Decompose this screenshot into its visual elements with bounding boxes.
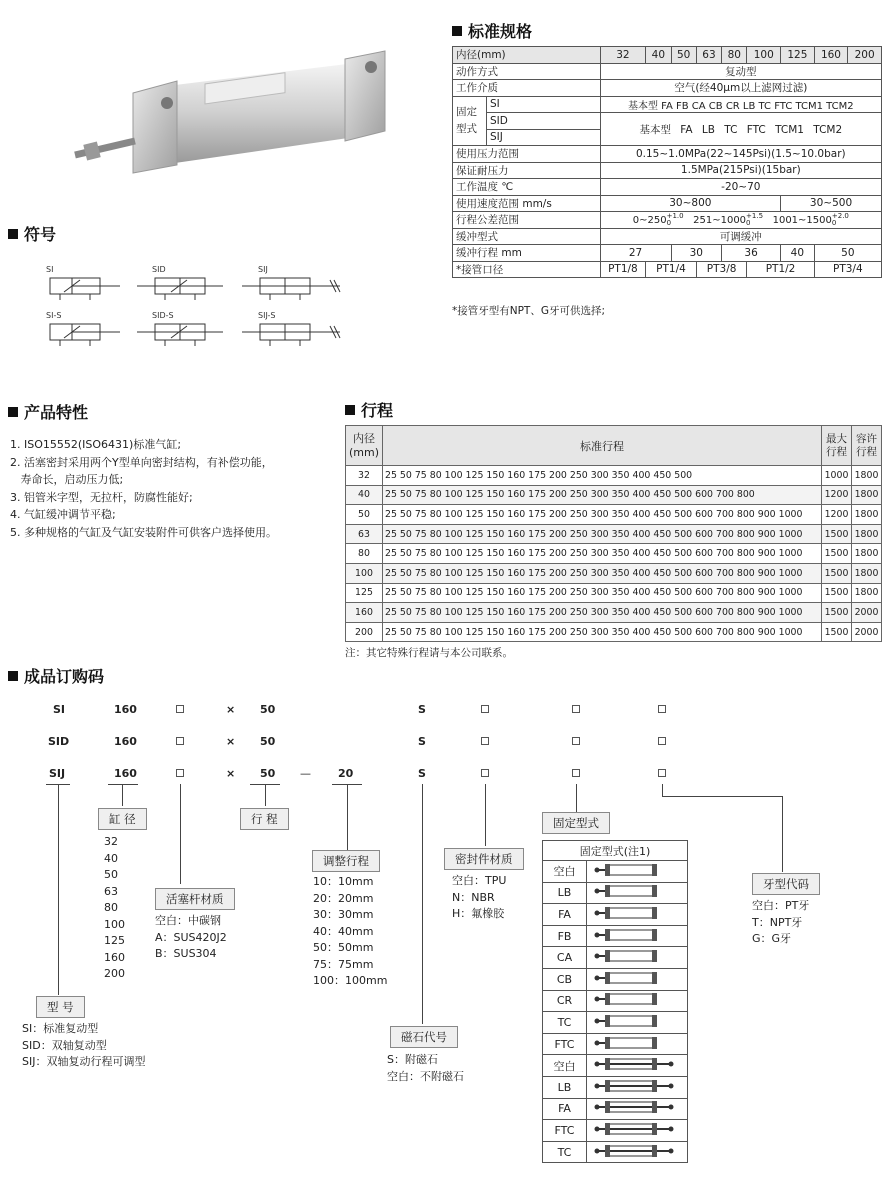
code-magnet: S — [418, 703, 426, 716]
mount-diagram-icon — [587, 968, 688, 990]
seal-options — [452, 873, 506, 923]
cylinder-mount-icon — [591, 948, 683, 964]
mount-row — [543, 1141, 688, 1163]
code-adj: 20 — [338, 767, 354, 780]
mount-row — [543, 947, 688, 969]
mount-row — [543, 1012, 688, 1034]
connector — [347, 784, 348, 850]
stroke-row — [346, 466, 882, 486]
mount-type: 空白 — [543, 861, 587, 883]
mount-diagram-icon — [587, 1098, 688, 1120]
stroke-cell-max: 1500 — [822, 524, 852, 544]
product-photo — [55, 45, 405, 180]
symbols-grid — [40, 262, 350, 352]
feature-item: 2. 活塞密封采用两个Y型单向密封结构，有补偿功能， — [10, 455, 273, 469]
stroke-cell-max: 1500 — [822, 603, 852, 623]
spec-label: 行程公差范围 — [453, 212, 601, 229]
spec-label: SI — [487, 96, 601, 113]
stroke-cell-max: 1500 — [822, 622, 852, 642]
bore-option: 100 — [104, 917, 125, 931]
stroke-cell-strokes: 25 50 75 80 100 125 150 160 175 200 250 300 350 400 450 500 600 700 800 900 1000 — [383, 544, 822, 564]
bore-cell: 125 — [781, 47, 815, 64]
stroke-header-bore: 内径(mm) — [346, 426, 383, 466]
tol-sup: +2.0 — [831, 211, 849, 220]
spec-value: 30 — [671, 245, 722, 262]
stroke-row — [346, 563, 882, 583]
cylinder-mount-icon — [591, 905, 683, 921]
code-magnet: S — [418, 767, 426, 780]
symbol-label: SID — [152, 265, 166, 274]
tol-sup: +1.5 — [746, 211, 764, 220]
connector — [576, 784, 577, 812]
thread-option: 空白：PT牙 — [752, 899, 810, 912]
tol-range: 0~250 — [632, 214, 667, 226]
mount-type: FB — [543, 925, 587, 947]
stroke-title: 行程 — [345, 398, 393, 421]
mount-type: TC — [543, 1012, 587, 1034]
rod-option: A：SUS420J2 — [155, 930, 227, 944]
connector — [122, 784, 123, 806]
tol-range: 251~1000 — [693, 214, 747, 226]
magnet-options — [387, 1052, 464, 1085]
code-model: SID — [48, 735, 70, 748]
order-line-sid — [0, 735, 888, 749]
bore-cell: 32 — [600, 47, 646, 64]
mount-type: FA — [543, 1098, 587, 1120]
connector — [485, 784, 486, 846]
adj-option: 10：10mm — [313, 875, 374, 888]
spec-value: 0.15~1.0MPa(22~145Psi)(1.5~10.0bar) — [600, 146, 881, 163]
mount-type: LB — [543, 882, 587, 904]
stroke-cell-strokes: 25 50 75 80 100 125 150 160 175 200 250 300 350 400 450 500 600 700 800 900 1000 — [383, 524, 822, 544]
mount-diagram-icon — [587, 1120, 688, 1142]
seal-box-label: 密封件材质 — [444, 848, 524, 870]
thread-option: T：NPT牙 — [752, 915, 803, 929]
code-thread-box — [658, 737, 666, 745]
spec-value: 基本型 FA LB TC FTC TCM1 TCM2 — [600, 113, 881, 146]
stroke-cell-bore: 125 — [346, 583, 383, 603]
spec-value: 空气(经40μm以上滤网过滤) — [600, 80, 881, 97]
spec-value: PT1/8 — [600, 261, 646, 278]
spec-label: 缓冲行程 mm — [453, 245, 601, 262]
code-rod-box — [176, 737, 184, 745]
code-stroke: 50 — [260, 703, 276, 716]
mount-type: FTC — [543, 1120, 587, 1142]
symbol-label: SID-S — [152, 311, 174, 320]
stroke-cell-bore: 40 — [346, 485, 383, 505]
spec-label: 固定型式 — [453, 96, 487, 146]
stroke-cell-strokes: 25 50 75 80 100 125 150 160 175 200 250 300 350 400 450 500 600 700 800 900 1000 — [383, 505, 822, 525]
spec-value: PT3/4 — [814, 261, 881, 278]
mount-type: LB — [543, 1076, 587, 1098]
spec-header-label: 内径(mm) — [453, 47, 601, 64]
stroke-cell-strokes: 25 50 75 80 100 125 150 160 175 200 250 300 350 400 450 500 600 700 800 900 1000 — [383, 583, 822, 603]
spec-value: PT1/4 — [646, 261, 697, 278]
features-list — [10, 436, 277, 541]
tol-sub: 0 — [666, 218, 672, 227]
stroke-row — [346, 485, 882, 505]
mount-diagram-icon — [587, 925, 688, 947]
stroke-cell-allow: 1800 — [852, 544, 882, 564]
bore-option: 160 — [104, 950, 125, 964]
code-stroke: 50 — [260, 767, 276, 780]
mount-row — [543, 1076, 688, 1098]
spec-label: *接管口径 — [453, 261, 601, 278]
connector — [180, 784, 181, 884]
feature-item: 寿命长，启动压力低; — [10, 473, 124, 486]
mount-diagram-icon — [587, 1033, 688, 1055]
spec-value: 30~500 — [781, 195, 882, 212]
mount-row — [543, 925, 688, 947]
thread-options — [752, 898, 809, 948]
spec-table — [452, 46, 882, 278]
adj-option: 100：100mm — [313, 974, 388, 987]
spec-value: 27 — [600, 245, 671, 262]
code-x: × — [226, 767, 236, 780]
spec-value: PT1/2 — [747, 261, 814, 278]
mount-box-label: 固定型式 — [542, 812, 610, 834]
adj-options — [313, 874, 387, 990]
mount-diagram-icon — [587, 947, 688, 969]
code-bore: 160 — [114, 767, 137, 780]
code-model: SI — [53, 703, 66, 716]
code-mount-box — [572, 769, 580, 777]
adj-option: 30：30mm — [313, 908, 374, 921]
bore-option: 63 — [104, 884, 118, 898]
stroke-cell-max: 1500 — [822, 583, 852, 603]
stroke-row — [346, 603, 882, 623]
symbols-title: 符号 — [8, 222, 56, 245]
stroke-cell-max: 1000 — [822, 466, 852, 486]
spec-label: 工作温度 ℃ — [453, 179, 601, 196]
mount-diagram-icon — [587, 861, 688, 883]
mount-diagram-icon — [587, 904, 688, 926]
spec-footnote: *接管牙型有NPT、G牙可供选择; — [452, 305, 606, 317]
stroke-row — [346, 544, 882, 564]
code-rod-box — [176, 705, 184, 713]
stroke-cell-bore: 63 — [346, 524, 383, 544]
code-rod-box — [176, 769, 184, 777]
stroke-row — [346, 583, 882, 603]
cylinder-mount-icon — [591, 1013, 683, 1029]
mount-table-header: 固定型式(注1) — [543, 841, 688, 861]
stroke-row — [346, 505, 882, 525]
bore-cell: 200 — [848, 47, 882, 64]
cylinder-mount-icon — [591, 1078, 683, 1094]
stroke-row — [346, 524, 882, 544]
code-seal-box — [481, 705, 489, 713]
magnet-option: S：附磁石 — [387, 1053, 438, 1066]
connector — [422, 784, 423, 1024]
bore-cell: 100 — [747, 47, 781, 64]
bore-cell: 80 — [722, 47, 747, 64]
stroke-cell-allow: 2000 — [852, 622, 882, 642]
adj-option: 50：50mm — [313, 941, 374, 954]
model-box-label: 型 号 — [36, 996, 85, 1018]
spec-label: 动作方式 — [453, 63, 601, 80]
mount-diagram-icon — [587, 990, 688, 1012]
mount-type: CA — [543, 947, 587, 969]
tol-sub: 0 — [746, 218, 751, 227]
cylinder-mount-icon — [591, 1056, 683, 1072]
connector — [265, 784, 266, 806]
bore-box-label: 缸 径 — [98, 808, 147, 830]
cylinder-mount-icon — [591, 1143, 683, 1159]
spec-label: SIJ — [487, 129, 601, 146]
stroke-box-label: 行 程 — [240, 808, 289, 830]
spec-value: 复动型 — [600, 63, 881, 80]
stroke-note: 注：其它特殊行程请与本公司联系。 — [345, 647, 513, 659]
symbol-label: SI — [46, 265, 54, 274]
order-line-sij — [0, 767, 888, 781]
code-mount-box — [572, 737, 580, 745]
stroke-cell-max: 1200 — [822, 485, 852, 505]
mount-diagram-icon — [587, 1012, 688, 1034]
code-x: × — [226, 735, 236, 748]
stroke-cell-strokes: 25 50 75 80 100 125 150 160 175 200 250 300 350 400 450 500 600 700 800 900 1000 — [383, 603, 822, 623]
spec-value: 30~800 — [600, 195, 780, 212]
thread-box-label: 牙型代码 — [752, 873, 820, 895]
stroke-cell-bore: 200 — [346, 622, 383, 642]
spec-label: 保证耐压力 — [453, 162, 601, 179]
adj-box-label: 调整行程 — [312, 850, 380, 872]
mount-diagram-icon — [587, 1141, 688, 1163]
stroke-cell-allow: 1800 — [852, 505, 882, 525]
code-x: × — [226, 703, 236, 716]
spec-value: -20~70 — [600, 179, 881, 196]
bore-option: 32 — [104, 835, 118, 848]
connector — [108, 784, 138, 785]
mount-table — [542, 840, 688, 1163]
mount-row — [543, 904, 688, 926]
thread-option: G：G牙 — [752, 932, 792, 945]
spec-value — [600, 212, 881, 229]
tol-range: 1001~1500 — [772, 214, 832, 226]
stroke-row — [346, 622, 882, 642]
cylinder-mount-icon — [591, 1099, 683, 1115]
symbol-label: SIJ — [258, 265, 268, 274]
cylinder-mount-icon — [591, 991, 683, 1007]
code-dash: — — [300, 767, 311, 780]
cylinder-symbol-diagrams — [40, 262, 350, 352]
code-stroke: 50 — [260, 735, 276, 748]
bore-option: 40 — [104, 851, 118, 865]
stroke-cell-allow: 1800 — [852, 563, 882, 583]
rod-option: B：SUS304 — [155, 947, 217, 960]
model-options — [22, 1021, 145, 1071]
mount-diagram-icon — [587, 882, 688, 904]
feature-item: 1. ISO15552(ISO6431)标准气缸; — [10, 438, 182, 451]
features-title: 产品特性 — [8, 400, 88, 423]
stroke-cell-bore: 160 — [346, 603, 383, 623]
stroke-cell-allow: 1800 — [852, 524, 882, 544]
rod-options — [155, 913, 227, 963]
adj-option: 75：75mm — [313, 957, 374, 971]
stroke-cell-allow: 1800 — [852, 583, 882, 603]
cylinder-mount-icon — [591, 970, 683, 986]
bore-cell: 63 — [696, 47, 721, 64]
cylinder-mount-icon — [591, 927, 683, 943]
stroke-cell-strokes: 25 50 75 80 100 125 150 160 175 200 250 300 350 400 450 500 — [383, 466, 822, 486]
mount-type: 空白 — [543, 1055, 587, 1077]
magnet-option: 空白：不附磁石 — [387, 1069, 464, 1083]
stroke-cell-max: 1500 — [822, 544, 852, 564]
mount-diagram-icon — [587, 1076, 688, 1098]
code-seal-box — [481, 769, 489, 777]
spec-label: SID — [487, 113, 601, 130]
bore-cell: 40 — [646, 47, 671, 64]
connector — [662, 784, 663, 796]
code-mount-box — [572, 705, 580, 713]
magnet-box-label: 磁石代号 — [390, 1026, 458, 1048]
code-seal-box — [481, 737, 489, 745]
seal-option: H：氟橡胶 — [452, 907, 505, 920]
tol-sub: 0 — [831, 218, 837, 227]
feature-item: 5. 多种规格的气缸及气缸安装附件可供客户选择使用。 — [10, 525, 277, 539]
adj-option: 40：40mm — [313, 924, 374, 938]
mount-row — [543, 1120, 688, 1142]
stroke-cell-strokes: 25 50 75 80 100 125 150 160 175 200 250 300 350 400 450 500 600 700 800 900 1000 — [383, 563, 822, 583]
rod-option: 空白：中碳钢 — [155, 914, 221, 927]
cylinder-mount-icon — [591, 862, 683, 878]
spec-value: 36 — [722, 245, 781, 262]
bore-option: 80 — [104, 901, 118, 914]
mount-type: CR — [543, 990, 587, 1012]
stroke-cell-allow: 2000 — [852, 603, 882, 623]
spec-value: 50 — [814, 245, 881, 262]
mount-row — [543, 861, 688, 883]
tol-sup: +1.0 — [666, 211, 684, 220]
cylinder-mount-icon — [591, 1121, 683, 1137]
mount-row — [543, 1055, 688, 1077]
cylinder-mount-icon — [591, 883, 683, 899]
model-option: SIJ：双轴复动行程可调型 — [22, 1055, 146, 1068]
mount-row — [543, 968, 688, 990]
mount-type: CB — [543, 968, 587, 990]
stroke-cell-strokes: 25 50 75 80 100 125 150 160 175 200 250 300 350 400 450 500 600 700 800 — [383, 485, 822, 505]
feature-item: 4. 气缸缓冲调节平稳; — [10, 508, 116, 521]
order-title: 成品订购码 — [8, 664, 104, 687]
mount-row — [543, 990, 688, 1012]
stroke-cell-allow: 1800 — [852, 485, 882, 505]
bore-cell: 160 — [814, 47, 848, 64]
code-model: SIJ — [49, 767, 66, 780]
mount-row — [543, 882, 688, 904]
stroke-cell-max: 1500 — [822, 563, 852, 583]
spec-value: 基本型 FA FB CA CB CR LB TC FTC TCM1 TCM2 — [600, 96, 881, 113]
order-line-si — [0, 703, 888, 717]
bore-option: 50 — [104, 868, 118, 881]
code-bore: 160 — [114, 703, 137, 716]
mount-diagram-icon — [587, 1055, 688, 1077]
bore-options — [104, 834, 125, 983]
code-thread-box — [658, 769, 666, 777]
spec-section-title: 标准规格 — [452, 19, 532, 42]
stroke-cell-max: 1200 — [822, 505, 852, 525]
stroke-cell-strokes: 25 50 75 80 100 125 150 160 175 200 250 300 350 400 450 500 600 700 800 900 1000 — [383, 622, 822, 642]
model-option: SI：标准复动型 — [22, 1022, 99, 1035]
spec-value: 可调缓冲 — [600, 228, 881, 245]
stroke-cell-allow: 1800 — [852, 466, 882, 486]
code-magnet: S — [418, 735, 426, 748]
stroke-table — [345, 425, 882, 642]
stroke-header-allow: 容许行程 — [852, 426, 882, 466]
seal-option: 空白：TPU — [452, 874, 507, 887]
model-option: SID：双轴复动型 — [22, 1038, 107, 1052]
code-bore: 160 — [114, 735, 137, 748]
spec-value: PT3/8 — [696, 261, 747, 278]
mount-type: FA — [543, 904, 587, 926]
connector — [58, 784, 59, 995]
bore-option: 125 — [104, 934, 125, 947]
seal-option: N：NBR — [452, 890, 495, 904]
adj-option: 20：20mm — [313, 891, 374, 905]
feature-item: 3. 铝管米字型，无拉杆，防腐性能好; — [10, 490, 193, 504]
bore-cell: 50 — [671, 47, 696, 64]
stroke-cell-bore: 100 — [346, 563, 383, 583]
cylinder-mount-icon — [591, 1035, 683, 1051]
spec-value: 1.5MPa(215Psi)(15bar) — [600, 162, 881, 179]
symbol-label: SI-S — [46, 311, 62, 320]
spec-value: 40 — [781, 245, 815, 262]
spec-label: 工作介质 — [453, 80, 601, 97]
mount-row — [543, 1098, 688, 1120]
connector — [782, 796, 783, 872]
spec-label: 使用速度范围 mm/s — [453, 195, 601, 212]
bore-option: 200 — [104, 967, 125, 980]
spec-label: 使用压力范围 — [453, 146, 601, 163]
code-thread-box — [658, 705, 666, 713]
stroke-header-standard: 标准行程 — [383, 426, 822, 466]
stroke-cell-bore: 80 — [346, 544, 383, 564]
stroke-cell-bore: 50 — [346, 505, 383, 525]
stroke-header-max: 最大行程 — [822, 426, 852, 466]
mount-type: FTC — [543, 1033, 587, 1055]
spec-label: 缓冲型式 — [453, 228, 601, 245]
symbol-label: SIJ-S — [258, 311, 276, 320]
connector — [662, 796, 782, 797]
rod-box-label: 活塞杆材质 — [155, 888, 235, 910]
mount-type: TC — [543, 1141, 587, 1163]
mount-row — [543, 1033, 688, 1055]
stroke-cell-bore: 32 — [346, 466, 383, 486]
